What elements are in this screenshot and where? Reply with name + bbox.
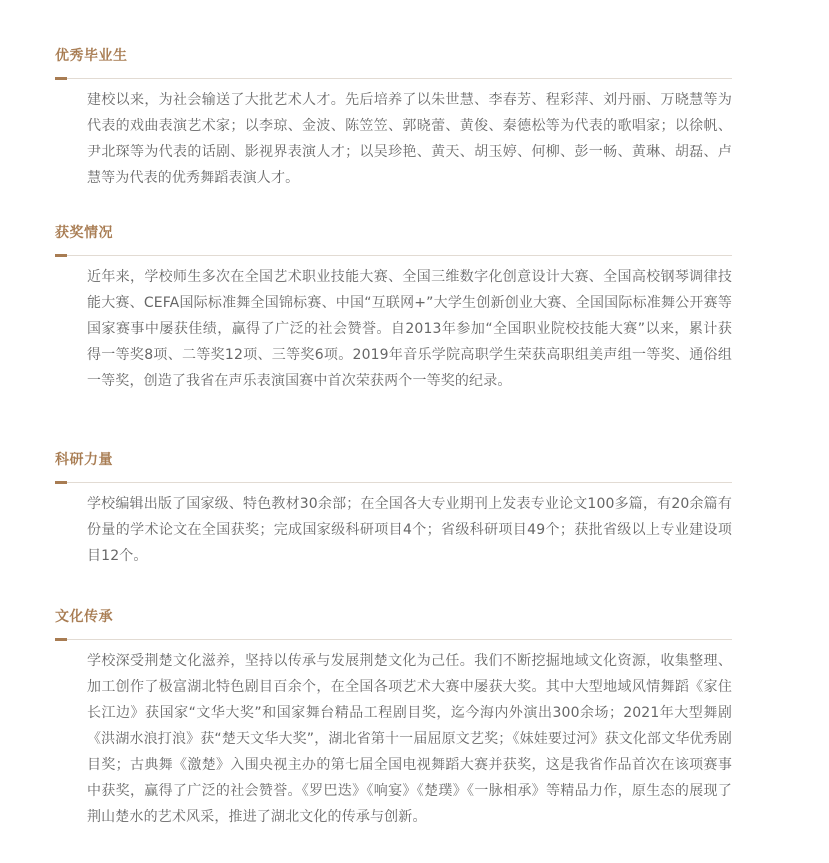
section-title: 获奖情况 bbox=[55, 225, 113, 241]
section-title: 科研力量 bbox=[55, 452, 113, 468]
divider-line bbox=[55, 255, 732, 256]
section-outstanding-graduates bbox=[55, 47, 732, 191]
title-divider bbox=[55, 73, 732, 87]
title-divider bbox=[55, 634, 732, 648]
divider-accent-mark bbox=[55, 77, 67, 80]
divider-line bbox=[55, 482, 732, 483]
section-body: 建校以来，为社会输送了大批艺术人才。先后培养了以朱世慧、李春芳、程彩萍、刘丹丽、万晓慧等为代表的戏曲表演艺术家；以李琼、金波、陈笠笠、郭晓蕾、黄俊、秦德松等为代表的歌唱家；以徐帆、尹北琛等为代表的话剧、影视界表演人才；以吴珍艳、黄天、胡玉婷、何柳、彭一畅、黄琳、胡磊、卢慧等为代表的优秀舞蹈表演人才。 bbox=[87, 92, 732, 186]
title-divider bbox=[55, 477, 732, 491]
section-body: 学校深受荆楚文化滋养，坚持以传承与发展荆楚文化为己任。我们不断挖掘地域文化资源，收集整理、加工创作了极富湖北特色剧目百余个，在全国各项艺术大赛中屡获大奖。其中大型地域风情舞蹈《家住长江边》获国家“文华大奖”和国家舞台精品工程剧目奖，迄今海内外演出300余场；2021年大型舞剧《洪湖水浪打浪》获“楚天文华大奖”，湖北省第十一届屈原文艺奖；《妹娃要过河》获文化部文华优秀剧目奖；古典舞《激楚》入围央视主办的第七届全国电视舞蹈大赛并获奖，这是我省作品首次在该项赛事中获奖，赢得了广泛的社会赞誉。《罗巴迭》《响宴》《楚璞》《一脉相承》等精品力作，原生态的展现了荆山楚水的艺术风采，推进了湖北文化的传承与创新。 bbox=[87, 653, 732, 825]
divider-accent-mark bbox=[55, 481, 67, 484]
section-research bbox=[55, 451, 732, 569]
divider-line bbox=[55, 639, 732, 640]
divider-line bbox=[55, 78, 732, 79]
section-title: 文化传承 bbox=[55, 609, 113, 625]
section-cultural-heritage bbox=[55, 608, 732, 830]
section-awards bbox=[55, 224, 732, 394]
section-body: 近年来，学校师生多次在全国艺术职业技能大赛、全国三维数字化创意设计大赛、全国高校钢琴调律技能大赛、CEFA国际标准舞全国锦标赛、中国“互联网+”大学生创新创业大赛、全国国际标准舞公开赛等国家赛事中屡获佳绩，赢得了广泛的社会赞誉。自2013年参加“全国职业院校技能大赛”以来，累计获得一等奖8项、二等奖12项、三等奖6项。2019年音乐学院高职学生荣获高职组美声组一等奖、通俗组一等奖，创造了我省在声乐表演国赛中首次荣获两个一等奖的纪录。 bbox=[87, 269, 732, 389]
divider-accent-mark bbox=[55, 254, 67, 257]
divider-accent-mark bbox=[55, 638, 67, 641]
section-body: 学校编辑出版了国家级、特色教材30余部；在全国各大专业期刊上发表专业论文100多篇，有20余篇有份量的学术论文在全国获奖；完成国家级科研项目4个；省级科研项目49个；获批省级以上专业建设项目12个。 bbox=[87, 496, 732, 564]
title-divider bbox=[55, 250, 732, 264]
section-title: 优秀毕业生 bbox=[55, 48, 128, 64]
